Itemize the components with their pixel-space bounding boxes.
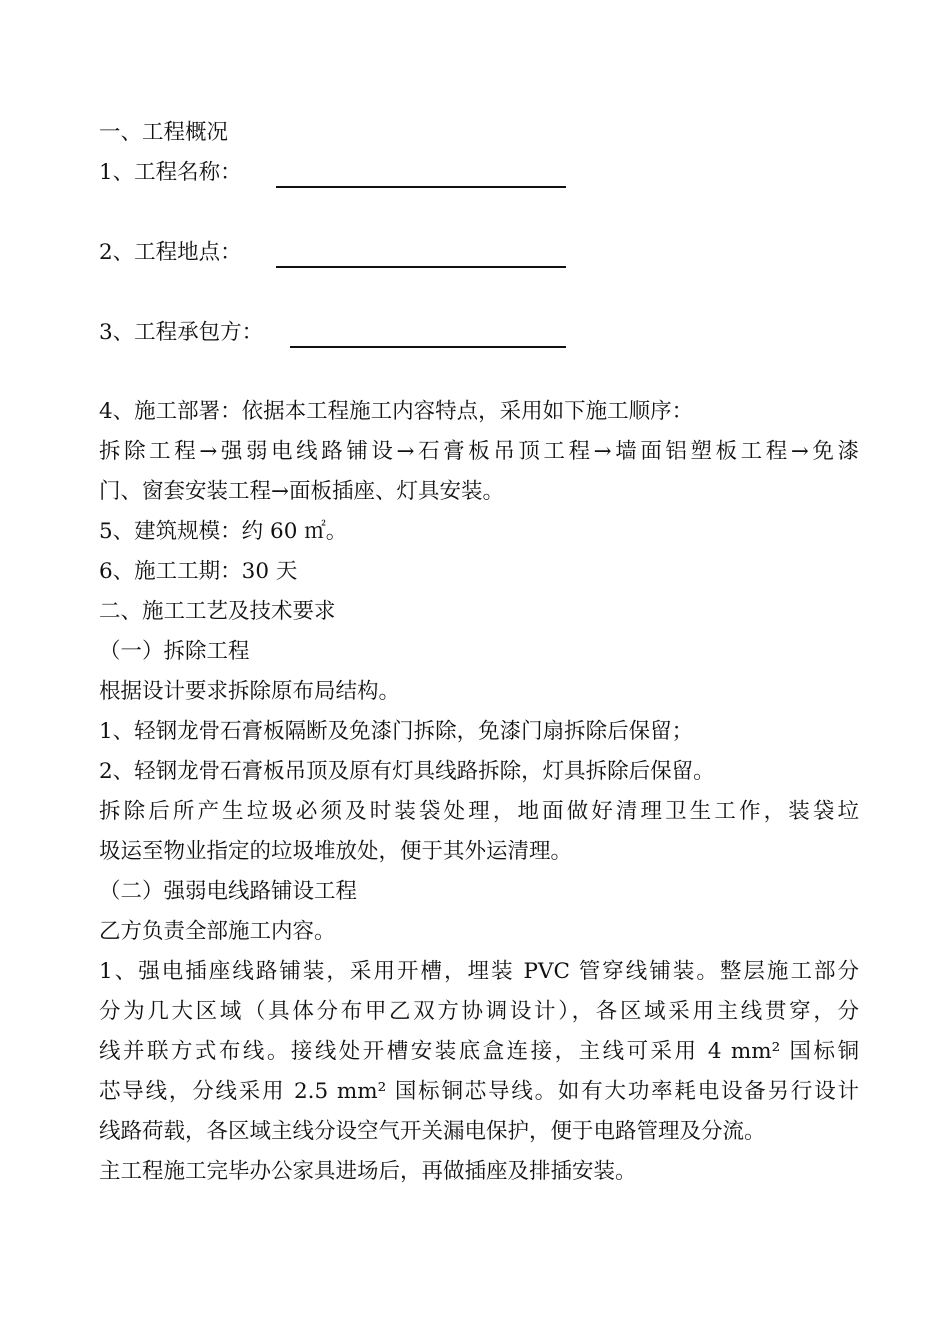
construction-period-line: 6、施工工期：30 天 [99, 559, 298, 584]
demolition-item-1: 1、轻钢龙骨石膏板隔断及免漆门拆除，免漆门扇拆除后保留； [99, 719, 694, 744]
wiring-paragraph-line-5: 线路荷载，各区域主线分设空气开关漏电保护，便于电路管理及分流。 [99, 1119, 766, 1144]
subsection-demolition-title: （一）拆除工程 [99, 639, 250, 664]
section-heading-overview: 一、工程概况 [99, 120, 229, 145]
wiring-intro: 乙方负责全部施工内容。 [99, 919, 336, 944]
wiring-paragraph-line-6: 主工程施工完毕办公家具进场后，再做插座及排插安装。 [99, 1159, 637, 1184]
project-name-label: 1、工程名称： [99, 160, 242, 185]
demolition-intro: 根据设计要求拆除原布局结构。 [99, 679, 401, 704]
wiring-paragraph-line-1: 1、强电插座线路铺装，采用开槽，埋装 PVC 管穿线铺装。整层施工部分 [99, 959, 859, 984]
contractor-blank-line[interactable] [290, 346, 566, 348]
wiring-paragraph-line-3: 线并联方式布线。接线处开槽安装底盒连接，主线可采用 4 mm² 国标铜 [99, 1039, 859, 1064]
deployment-line-3: 门、窗套安装工程→面板插座、灯具安装。 [99, 479, 505, 504]
demolition-note-line-1: 拆除后所产生垃圾必须及时装袋处理，地面做好清理卫生工作，装袋垃 [99, 799, 859, 824]
contractor-label: 3、工程承包方： [99, 320, 264, 345]
wiring-paragraph-line-2: 分为几大区域（具体分布甲乙双方协调设计），各区域采用主线贯穿，分 [99, 999, 859, 1024]
demolition-note-line-2: 圾运至物业指定的垃圾堆放处，便于其外运清理。 [99, 839, 573, 864]
project-location-blank-line[interactable] [276, 266, 566, 268]
deployment-line-2: 拆除工程→强弱电线路铺设→石膏板吊顶工程→墙面铝塑板工程→免漆 [99, 439, 859, 464]
building-scale-line: 5、建筑规模：约 60 ㎡。 [99, 519, 348, 544]
project-name-blank-line[interactable] [276, 186, 566, 188]
subsection-wiring-title: （二）强弱电线路铺设工程 [99, 879, 358, 904]
wiring-paragraph-line-4: 芯导线，分线采用 2.5 mm² 国标铜芯导线。如有大功率耗电设备另行设计 [99, 1079, 859, 1104]
deployment-line-1: 4、施工部署：依据本工程施工内容特点，采用如下施工顺序： [99, 399, 694, 424]
project-location-label: 2、工程地点： [99, 240, 242, 265]
demolition-item-2: 2、轻钢龙骨石膏板吊顶及原有灯具线路拆除，灯具拆除后保留。 [99, 759, 715, 784]
section-heading-techniques: 二、施工工艺及技术要求 [99, 599, 336, 624]
